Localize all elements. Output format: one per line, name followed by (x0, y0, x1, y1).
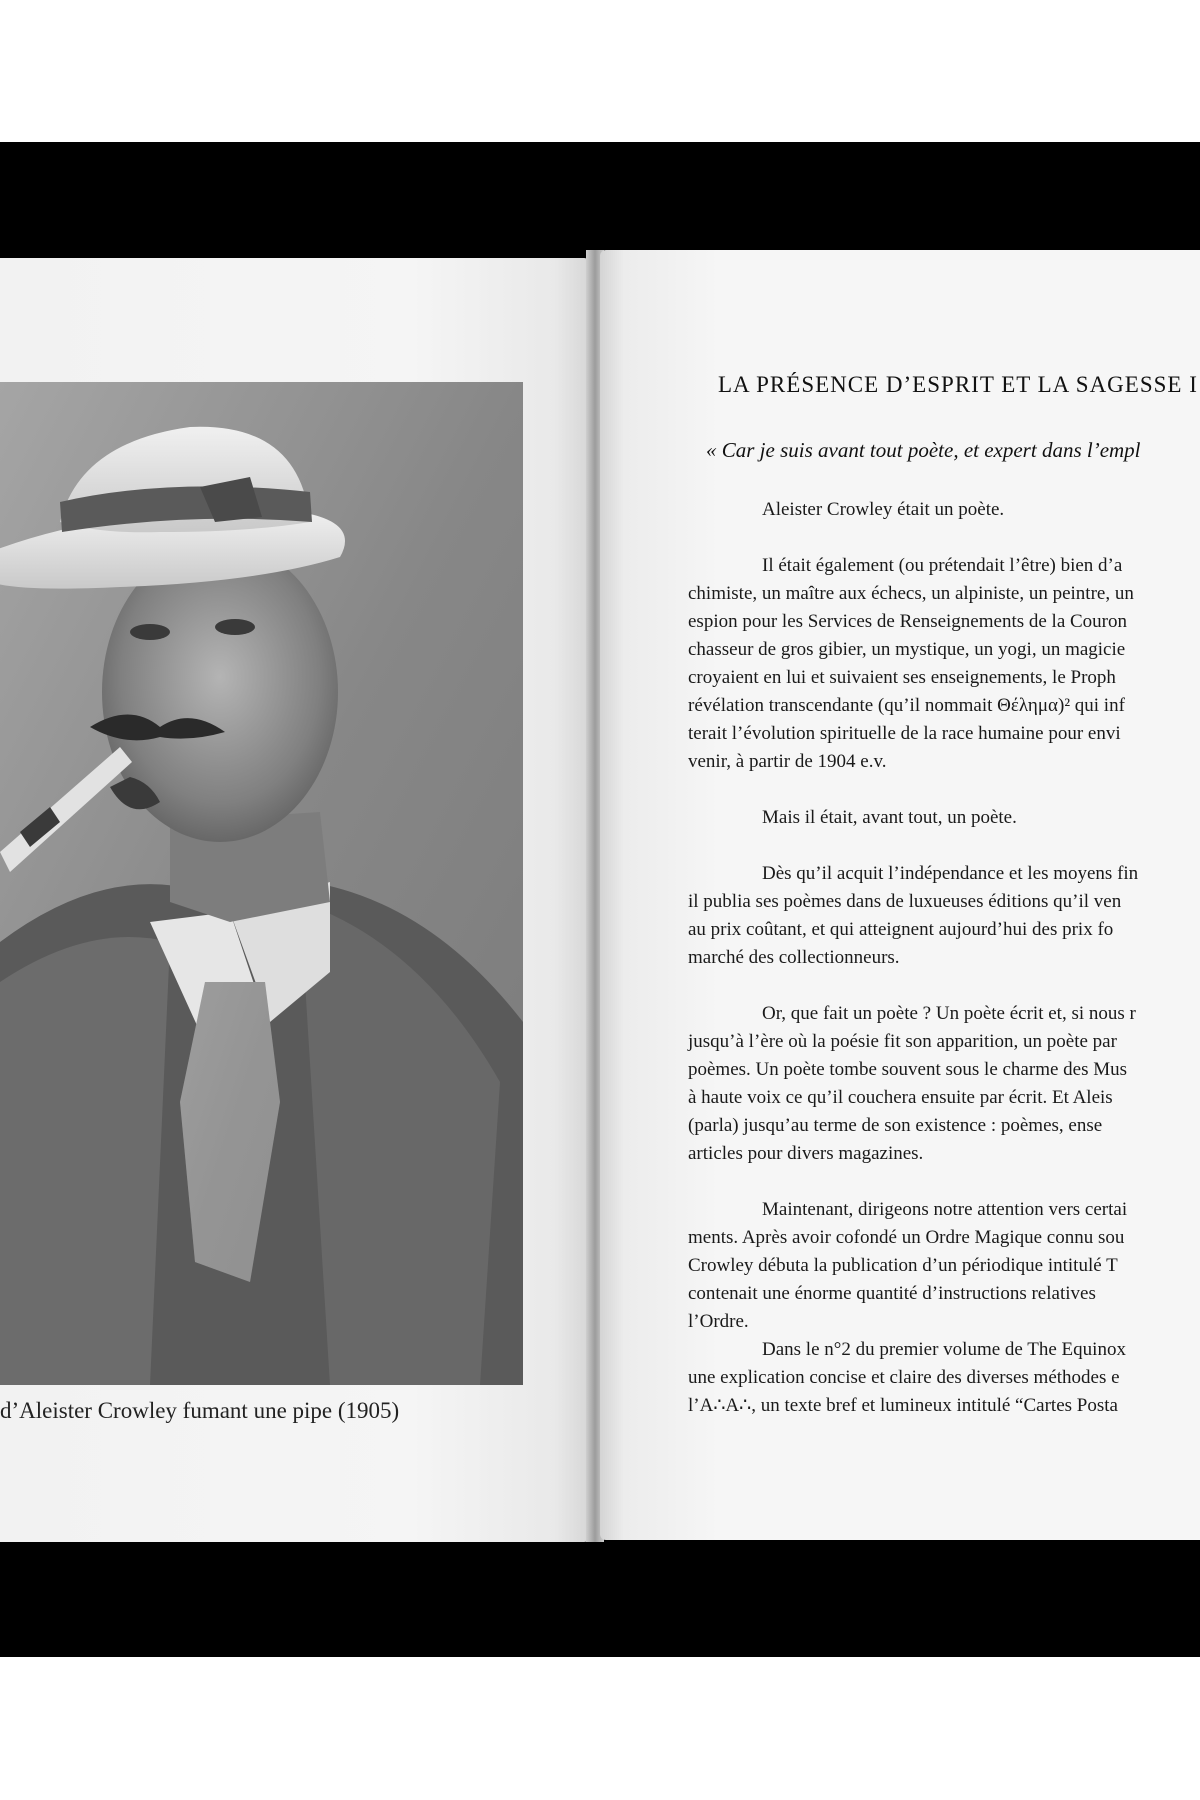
body-line: Or, que fait un poète ? Un poète écrit et, si nous r (762, 1003, 1136, 1024)
body-line: au prix coûtant, et qui atteignent aujourd’hui des prix fo (688, 919, 1114, 940)
body-text (688, 496, 1138, 1420)
body-line: Il était également (ou prétendait l’être) bien d’a (762, 555, 1123, 576)
body-line: l’Ordre. (688, 1311, 749, 1332)
body-line: à haute voix ce qu’il couchera ensuite par écrit. Et Aleis (688, 1087, 1113, 1108)
paragraph-gap (688, 1168, 1138, 1196)
body-line: (parla) jusqu’au terme de son existence : poèmes, ense (688, 1115, 1103, 1136)
body-line: Aleister Crowley était un poète. (762, 499, 1005, 520)
body-line: Maintenant, dirigeons notre attention vers certai (762, 1199, 1128, 1220)
body-line: terait l’évolution spirituelle de la race humaine pour envi (688, 723, 1121, 744)
body-line: chimiste, un maître aux échecs, un alpiniste, un peintre, un (688, 583, 1134, 604)
body-line: l’A∴A∴, un texte bref et lumineux intitulé “Cartes Posta (688, 1395, 1118, 1416)
body-line: contenait une énorme quantité d’instructions relatives (688, 1283, 1096, 1304)
body-line: une explication concise et claire des diverses méthodes e (688, 1367, 1120, 1388)
body-line: Dans le n°2 du premier volume de The Equinox (762, 1339, 1126, 1360)
body-line: jusqu’à l’ère où la poésie fit son apparition, un poète par (688, 1031, 1117, 1052)
paragraph-gap (688, 972, 1138, 1000)
body-line: Crowley débuta la publication d’un périodique intitulé T (688, 1255, 1118, 1276)
body-line: articles pour divers magazines. (688, 1143, 924, 1164)
body-line: ments. Après avoir cofondé un Ordre Magique connu sou (688, 1227, 1125, 1248)
body-line: espion pour les Services de Renseignements de la Couron (688, 611, 1128, 632)
body-line: Dès qu’il acquit l’indépendance et les moyens fin (762, 863, 1139, 884)
photo-caption: d’Aleister Crowley fumant une pipe (1905) (0, 1398, 400, 1423)
chapter-heading: LA PRÉSENCE D’ESPRIT ET LA SAGESSE I (718, 372, 1198, 397)
portrait-photo (0, 382, 523, 1385)
paragraph-gap (688, 776, 1138, 804)
epigraph-quote: « Car je suis avant tout poète, et expert dans l’empl (706, 438, 1141, 462)
body-line: venir, à partir de 1904 e.v. (688, 751, 887, 772)
portrait-illustration (0, 382, 523, 1385)
left-page (0, 258, 590, 1542)
body-line: chasseur de gros gibier, un mystique, un yogi, un magicie (688, 639, 1126, 660)
paragraph-gap (688, 832, 1138, 860)
body-line: il publia ses poèmes dans de luxueuses éditions qu’il ven (688, 891, 1122, 912)
body-line: croyaient en lui et suivaient ses enseignements, le Proph (688, 667, 1116, 688)
body-line: révélation transcendante (qu’il nommait Θέλημα)² qui inf (688, 695, 1125, 716)
paragraph-gap (688, 524, 1138, 552)
body-line: Mais il était, avant tout, un poète. (762, 807, 1017, 828)
body-line: marché des collectionneurs. (688, 947, 900, 968)
body-line: poèmes. Un poète tombe souvent sous le charme des Mus (688, 1059, 1128, 1080)
